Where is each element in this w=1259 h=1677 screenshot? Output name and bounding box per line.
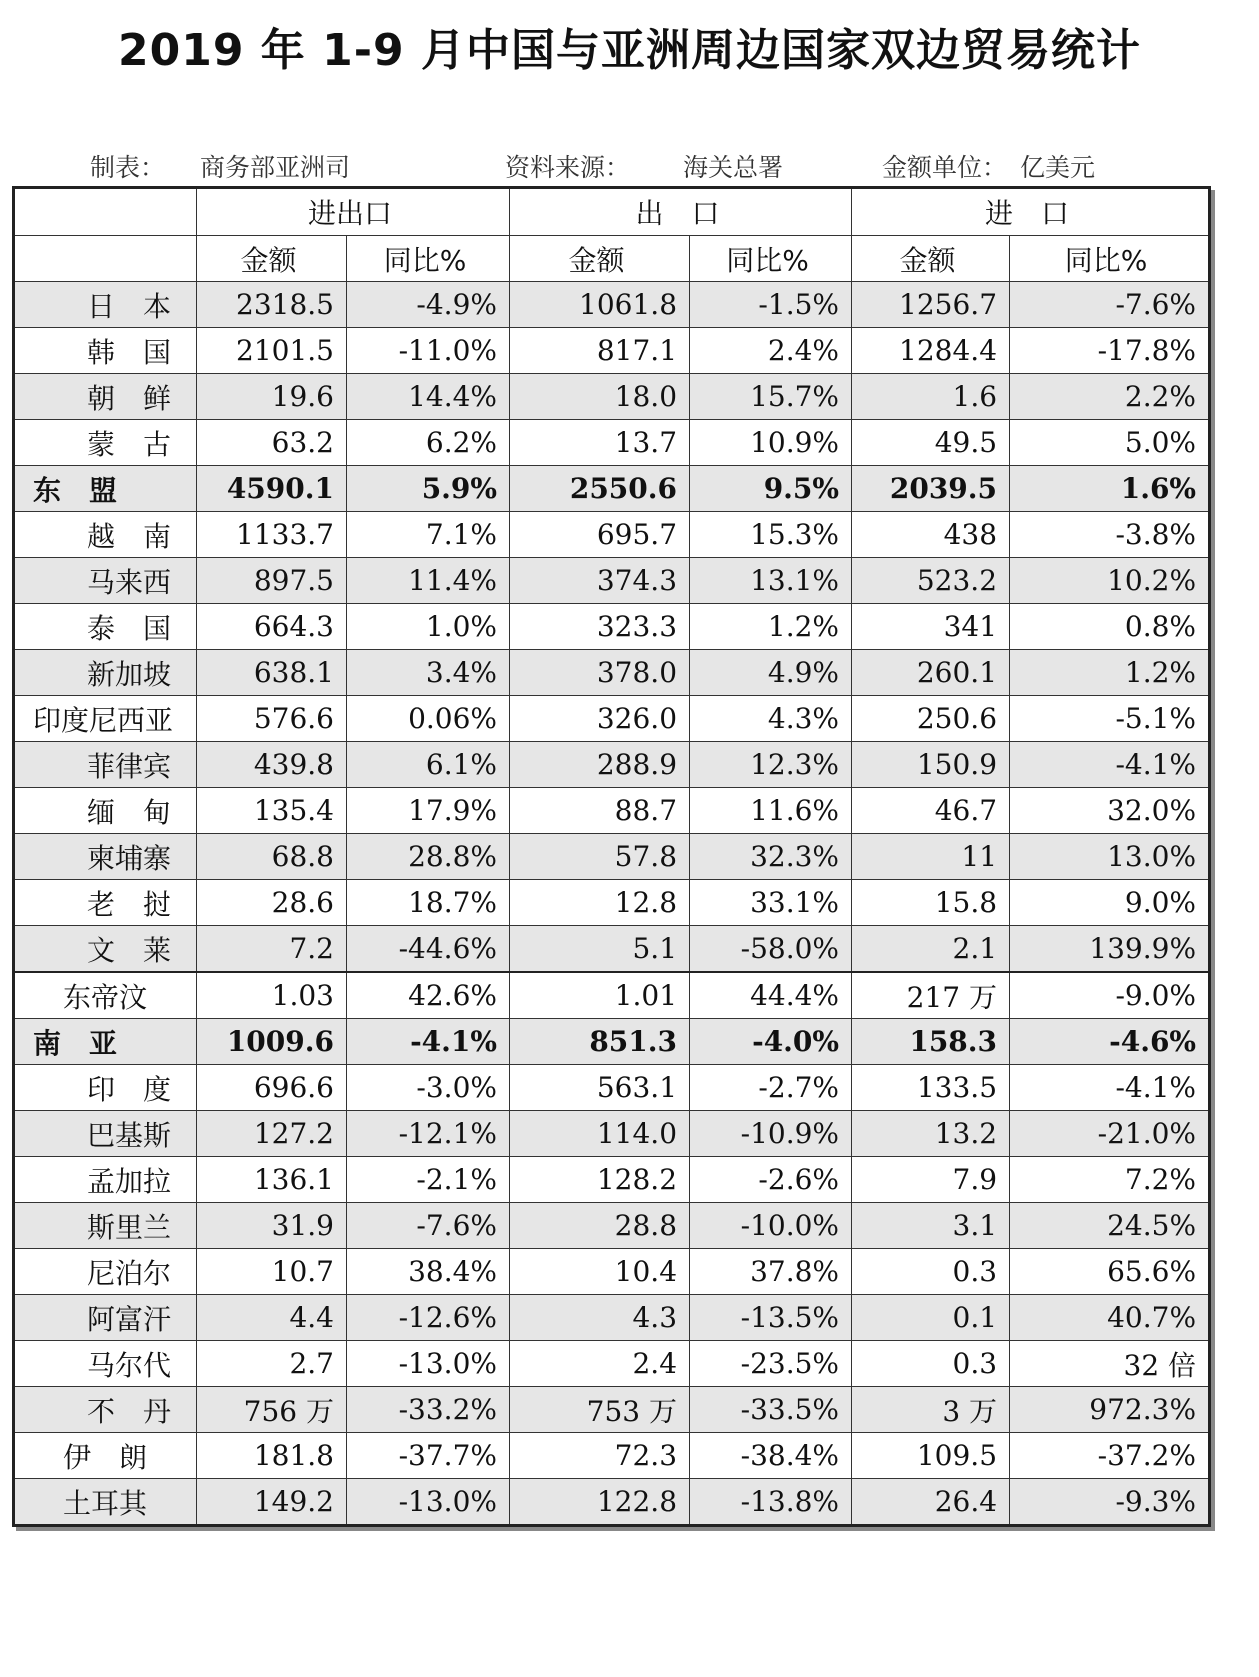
import-yoy-cell: -5.1%	[1010, 696, 1210, 742]
import-amount-cell: 438	[852, 512, 1010, 558]
header-import: 进 口	[852, 188, 1210, 236]
total-yoy-cell: 5.9%	[347, 466, 510, 512]
export-amount-cell: 57.8	[510, 834, 690, 880]
table-meta	[0, 148, 1259, 184]
country-name: 泰 国	[87, 611, 172, 645]
total-yoy-cell: 14.4%	[347, 374, 510, 420]
export-amount-cell: 4.3	[510, 1295, 690, 1341]
export-yoy-cell: -38.4%	[690, 1433, 852, 1479]
country-name: 伊 朗	[63, 1440, 148, 1474]
import-yoy-cell: 7.2%	[1010, 1157, 1210, 1203]
country-name-cell	[14, 788, 197, 834]
country-name-cell	[14, 650, 197, 696]
table-row	[14, 604, 1210, 650]
table-row	[14, 1111, 1210, 1157]
country-name-cell	[14, 512, 197, 558]
country-name: 柬埔寨	[87, 841, 172, 875]
export-amount-cell: 1061.8	[510, 282, 690, 328]
export-yoy-cell: -10.9%	[690, 1111, 852, 1157]
country-name: 新加坡	[87, 657, 172, 691]
total-yoy-cell: -12.6%	[347, 1295, 510, 1341]
country-name: 孟加拉	[87, 1164, 172, 1198]
total-yoy-cell: 28.8%	[347, 834, 510, 880]
import-amount-cell: 0.1	[852, 1295, 1010, 1341]
total-amount-cell: 135.4	[197, 788, 347, 834]
maker-value: 商务部亚洲司	[200, 153, 351, 182]
export-yoy-cell: -1.5%	[690, 282, 852, 328]
page-title: 2019 年 1-9 月中国与亚洲周边国家双边贸易统计	[118, 25, 1141, 76]
total-yoy-cell: -2.1%	[347, 1157, 510, 1203]
total-amount-cell: 149.2	[197, 1479, 347, 1526]
country-name: 朝 鲜	[87, 381, 172, 415]
export-amount-cell: 753 万	[510, 1387, 690, 1433]
table-row	[14, 374, 1210, 420]
import-yoy-cell: 1.6%	[1010, 466, 1210, 512]
import-yoy-cell: 9.0%	[1010, 880, 1210, 926]
header-corner-sub	[14, 236, 197, 282]
table-row	[14, 512, 1210, 558]
table-row	[14, 880, 1210, 926]
country-name-cell	[14, 558, 197, 604]
country-name: 老 挝	[87, 887, 172, 921]
country-name: 菲律宾	[87, 749, 172, 783]
country-name: 土耳其	[63, 1486, 148, 1520]
export-amount-cell: 323.3	[510, 604, 690, 650]
total-yoy-cell: -33.2%	[347, 1387, 510, 1433]
total-yoy-cell: 11.4%	[347, 558, 510, 604]
total-amount-cell: 1.03	[197, 972, 347, 1019]
export-yoy-cell: 2.4%	[690, 328, 852, 374]
total-yoy-cell: -4.9%	[347, 282, 510, 328]
export-amount-cell: 12.8	[510, 880, 690, 926]
export-yoy-cell: 9.5%	[690, 466, 852, 512]
export-amount-cell: 18.0	[510, 374, 690, 420]
total-yoy-cell: 17.9%	[347, 788, 510, 834]
country-name-cell	[14, 834, 197, 880]
header-yoy: 同比%	[690, 236, 852, 282]
import-yoy-cell: -9.3%	[1010, 1479, 1210, 1526]
country-name: 不 丹	[87, 1394, 172, 1428]
total-yoy-cell: -11.0%	[347, 328, 510, 374]
import-yoy-cell: 5.0%	[1010, 420, 1210, 466]
export-yoy-cell: 4.3%	[690, 696, 852, 742]
total-yoy-cell: -13.0%	[347, 1479, 510, 1526]
table-row	[14, 1065, 1210, 1111]
export-yoy-cell: -13.5%	[690, 1295, 852, 1341]
import-amount-cell: 46.7	[852, 788, 1010, 834]
header-amount: 金额	[852, 236, 1010, 282]
country-name: 文 莱	[87, 933, 172, 967]
header-total-trade: 进出口	[197, 188, 510, 236]
total-yoy-cell: 7.1%	[347, 512, 510, 558]
import-amount-cell: 0.3	[852, 1341, 1010, 1387]
country-name: 巴基斯	[87, 1118, 172, 1152]
export-amount-cell: 1.01	[510, 972, 690, 1019]
export-yoy-cell: -2.7%	[690, 1065, 852, 1111]
country-name: 斯里兰	[87, 1210, 172, 1244]
import-amount-cell: 26.4	[852, 1479, 1010, 1526]
import-amount-cell: 7.9	[852, 1157, 1010, 1203]
total-yoy-cell: -44.6%	[347, 926, 510, 973]
table-row	[14, 1341, 1210, 1387]
export-amount-cell: 2550.6	[510, 466, 690, 512]
total-amount-cell: 7.2	[197, 926, 347, 973]
trade-table	[12, 186, 1211, 1527]
total-yoy-cell: 6.1%	[347, 742, 510, 788]
export-amount-cell: 88.7	[510, 788, 690, 834]
export-yoy-cell: -13.8%	[690, 1479, 852, 1526]
import-amount-cell: 11	[852, 834, 1010, 880]
table-row	[14, 972, 1210, 1019]
total-yoy-cell: -4.1%	[347, 1019, 510, 1065]
country-name-cell	[14, 1157, 197, 1203]
total-amount-cell: 756 万	[197, 1387, 347, 1433]
total-amount-cell: 2101.5	[197, 328, 347, 374]
table-row	[14, 282, 1210, 328]
import-yoy-cell: -37.2%	[1010, 1433, 1210, 1479]
export-yoy-cell: -23.5%	[690, 1341, 852, 1387]
total-amount-cell: 2.7	[197, 1341, 347, 1387]
import-amount-cell: 2039.5	[852, 466, 1010, 512]
export-amount-cell: 72.3	[510, 1433, 690, 1479]
export-amount-cell: 563.1	[510, 1065, 690, 1111]
export-yoy-cell: 10.9%	[690, 420, 852, 466]
export-yoy-cell: 37.8%	[690, 1249, 852, 1295]
total-amount-cell: 127.2	[197, 1111, 347, 1157]
table-row	[14, 1387, 1210, 1433]
export-yoy-cell: 15.3%	[690, 512, 852, 558]
export-amount-cell: 374.3	[510, 558, 690, 604]
country-name: 印 度	[87, 1072, 172, 1106]
import-yoy-cell: -4.1%	[1010, 742, 1210, 788]
import-amount-cell: 150.9	[852, 742, 1010, 788]
import-amount-cell: 341	[852, 604, 1010, 650]
export-yoy-cell: -58.0%	[690, 926, 852, 973]
table-row	[14, 788, 1210, 834]
import-yoy-cell: 139.9%	[1010, 926, 1210, 973]
header-amount: 金额	[197, 236, 347, 282]
country-name-cell	[14, 420, 197, 466]
country-name-cell	[14, 926, 197, 973]
total-amount-cell: 576.6	[197, 696, 347, 742]
table-row	[14, 742, 1210, 788]
country-name-cell	[14, 1479, 197, 1526]
total-amount-cell: 63.2	[197, 420, 347, 466]
total-amount-cell: 1133.7	[197, 512, 347, 558]
import-yoy-cell: 972.3%	[1010, 1387, 1210, 1433]
export-amount-cell: 13.7	[510, 420, 690, 466]
import-amount-cell: 1284.4	[852, 328, 1010, 374]
header-export: 出 口	[510, 188, 852, 236]
total-yoy-cell: 0.06%	[347, 696, 510, 742]
import-amount-cell: 133.5	[852, 1065, 1010, 1111]
header-corner	[14, 188, 197, 236]
export-yoy-cell: -2.6%	[690, 1157, 852, 1203]
country-name: 日 本	[87, 289, 172, 323]
country-name-cell	[14, 1111, 197, 1157]
total-yoy-cell: 6.2%	[347, 420, 510, 466]
total-amount-cell: 2318.5	[197, 282, 347, 328]
country-name: 南 亚	[33, 1026, 118, 1060]
total-yoy-cell: -12.1%	[347, 1111, 510, 1157]
country-name: 马尔代	[87, 1348, 172, 1382]
total-yoy-cell: -7.6%	[347, 1203, 510, 1249]
country-name-cell	[14, 328, 197, 374]
total-amount-cell: 897.5	[197, 558, 347, 604]
export-amount-cell: 10.4	[510, 1249, 690, 1295]
table-row	[14, 650, 1210, 696]
export-yoy-cell: 1.2%	[690, 604, 852, 650]
table-row	[14, 1433, 1210, 1479]
header-amount: 金额	[510, 236, 690, 282]
total-yoy-cell: 42.6%	[347, 972, 510, 1019]
import-amount-cell: 1.6	[852, 374, 1010, 420]
unit-label: 金额单位：	[882, 153, 1008, 182]
total-amount-cell: 136.1	[197, 1157, 347, 1203]
import-amount-cell: 15.8	[852, 880, 1010, 926]
total-amount-cell: 19.6	[197, 374, 347, 420]
header-yoy: 同比%	[347, 236, 510, 282]
total-amount-cell: 68.8	[197, 834, 347, 880]
import-yoy-cell: 24.5%	[1010, 1203, 1210, 1249]
import-amount-cell: 0.3	[852, 1249, 1010, 1295]
import-yoy-cell: -4.1%	[1010, 1065, 1210, 1111]
total-yoy-cell: 1.0%	[347, 604, 510, 650]
country-name-cell	[14, 742, 197, 788]
country-name-cell	[14, 1387, 197, 1433]
import-amount-cell: 523.2	[852, 558, 1010, 604]
import-amount-cell: 260.1	[852, 650, 1010, 696]
total-amount-cell: 181.8	[197, 1433, 347, 1479]
header-group-row	[14, 188, 1210, 236]
source-label: 资料来源：	[505, 153, 631, 182]
import-yoy-cell: -21.0%	[1010, 1111, 1210, 1157]
export-amount-cell: 851.3	[510, 1019, 690, 1065]
total-amount-cell: 696.6	[197, 1065, 347, 1111]
table-row	[14, 1157, 1210, 1203]
country-name-cell	[14, 1433, 197, 1479]
header-sub-row	[14, 236, 1210, 282]
country-name: 东帝汶	[63, 980, 148, 1014]
export-yoy-cell: 13.1%	[690, 558, 852, 604]
import-amount-cell: 3.1	[852, 1203, 1010, 1249]
total-yoy-cell: 3.4%	[347, 650, 510, 696]
country-name-cell	[14, 1019, 197, 1065]
source-value: 海关总署	[683, 153, 784, 182]
country-name: 韩 国	[87, 335, 172, 369]
export-yoy-cell: -10.0%	[690, 1203, 852, 1249]
total-yoy-cell: 18.7%	[347, 880, 510, 926]
table-row	[14, 834, 1210, 880]
table-row	[14, 466, 1210, 512]
export-amount-cell: 695.7	[510, 512, 690, 558]
table-row	[14, 1479, 1210, 1526]
country-name-cell	[14, 604, 197, 650]
import-yoy-cell: 1.2%	[1010, 650, 1210, 696]
total-amount-cell: 10.7	[197, 1249, 347, 1295]
total-yoy-cell: -13.0%	[347, 1341, 510, 1387]
export-amount-cell: 122.8	[510, 1479, 690, 1526]
import-amount-cell: 13.2	[852, 1111, 1010, 1157]
import-amount-cell: 2.1	[852, 926, 1010, 973]
total-yoy-cell: -3.0%	[347, 1065, 510, 1111]
total-amount-cell: 439.8	[197, 742, 347, 788]
import-yoy-cell: -17.8%	[1010, 328, 1210, 374]
export-yoy-cell: -33.5%	[690, 1387, 852, 1433]
country-name-cell	[14, 1295, 197, 1341]
table-row	[14, 1295, 1210, 1341]
total-amount-cell: 1009.6	[197, 1019, 347, 1065]
import-amount-cell: 3 万	[852, 1387, 1010, 1433]
header-yoy: 同比%	[1010, 236, 1210, 282]
import-yoy-cell: 40.7%	[1010, 1295, 1210, 1341]
country-name: 蒙 古	[87, 427, 172, 461]
country-name: 越 南	[87, 519, 172, 553]
country-name-cell	[14, 374, 197, 420]
trade-table-wrapper	[12, 186, 1208, 1527]
country-name: 东 盟	[33, 473, 118, 507]
import-yoy-cell: 13.0%	[1010, 834, 1210, 880]
table-row	[14, 1249, 1210, 1295]
country-name: 阿富汗	[87, 1302, 172, 1336]
table-row	[14, 926, 1210, 973]
export-yoy-cell: 12.3%	[690, 742, 852, 788]
maker-label: 制表：	[90, 153, 166, 182]
import-yoy-cell: -4.6%	[1010, 1019, 1210, 1065]
country-name-cell	[14, 696, 197, 742]
export-amount-cell: 28.8	[510, 1203, 690, 1249]
table-row	[14, 558, 1210, 604]
import-amount-cell: 250.6	[852, 696, 1010, 742]
import-amount-cell: 158.3	[852, 1019, 1010, 1065]
country-name: 马来西	[87, 565, 172, 599]
export-amount-cell: 2.4	[510, 1341, 690, 1387]
total-amount-cell: 4590.1	[197, 466, 347, 512]
import-yoy-cell: 32 倍	[1010, 1341, 1210, 1387]
import-amount-cell: 1256.7	[852, 282, 1010, 328]
export-yoy-cell: 32.3%	[690, 834, 852, 880]
export-amount-cell: 5.1	[510, 926, 690, 973]
country-name: 印度尼西亚	[33, 703, 174, 737]
export-yoy-cell: 4.9%	[690, 650, 852, 696]
export-yoy-cell: 11.6%	[690, 788, 852, 834]
import-amount-cell: 217 万	[852, 972, 1010, 1019]
country-name-cell	[14, 880, 197, 926]
import-yoy-cell: 32.0%	[1010, 788, 1210, 834]
country-name: 缅 甸	[87, 795, 172, 829]
country-name-cell	[14, 1065, 197, 1111]
table-row	[14, 420, 1210, 466]
export-yoy-cell: 15.7%	[690, 374, 852, 420]
export-yoy-cell: 44.4%	[690, 972, 852, 1019]
total-amount-cell: 28.6	[197, 880, 347, 926]
country-name-cell	[14, 972, 197, 1019]
table-row	[14, 696, 1210, 742]
total-yoy-cell: 38.4%	[347, 1249, 510, 1295]
export-amount-cell: 378.0	[510, 650, 690, 696]
total-yoy-cell: -37.7%	[347, 1433, 510, 1479]
total-amount-cell: 31.9	[197, 1203, 347, 1249]
import-yoy-cell: 65.6%	[1010, 1249, 1210, 1295]
table-row	[14, 1019, 1210, 1065]
country-name-cell	[14, 1249, 197, 1295]
export-amount-cell: 817.1	[510, 328, 690, 374]
import-yoy-cell: -9.0%	[1010, 972, 1210, 1019]
country-name-cell	[14, 282, 197, 328]
export-yoy-cell: 33.1%	[690, 880, 852, 926]
total-amount-cell: 638.1	[197, 650, 347, 696]
total-amount-cell: 4.4	[197, 1295, 347, 1341]
import-yoy-cell: -3.8%	[1010, 512, 1210, 558]
export-amount-cell: 128.2	[510, 1157, 690, 1203]
table-row	[14, 328, 1210, 374]
import-yoy-cell: -7.6%	[1010, 282, 1210, 328]
import-amount-cell: 109.5	[852, 1433, 1010, 1479]
table-row	[14, 1203, 1210, 1249]
import-yoy-cell: 0.8%	[1010, 604, 1210, 650]
country-name: 尼泊尔	[87, 1256, 172, 1290]
unit-value: 亿美元	[1020, 153, 1096, 182]
total-amount-cell: 664.3	[197, 604, 347, 650]
country-name-cell	[14, 1203, 197, 1249]
import-yoy-cell: 10.2%	[1010, 558, 1210, 604]
country-name-cell	[14, 466, 197, 512]
table-body	[14, 282, 1210, 1526]
import-yoy-cell: 2.2%	[1010, 374, 1210, 420]
import-amount-cell: 49.5	[852, 420, 1010, 466]
export-amount-cell: 326.0	[510, 696, 690, 742]
export-yoy-cell: -4.0%	[690, 1019, 852, 1065]
export-amount-cell: 114.0	[510, 1111, 690, 1157]
export-amount-cell: 288.9	[510, 742, 690, 788]
country-name-cell	[14, 1341, 197, 1387]
